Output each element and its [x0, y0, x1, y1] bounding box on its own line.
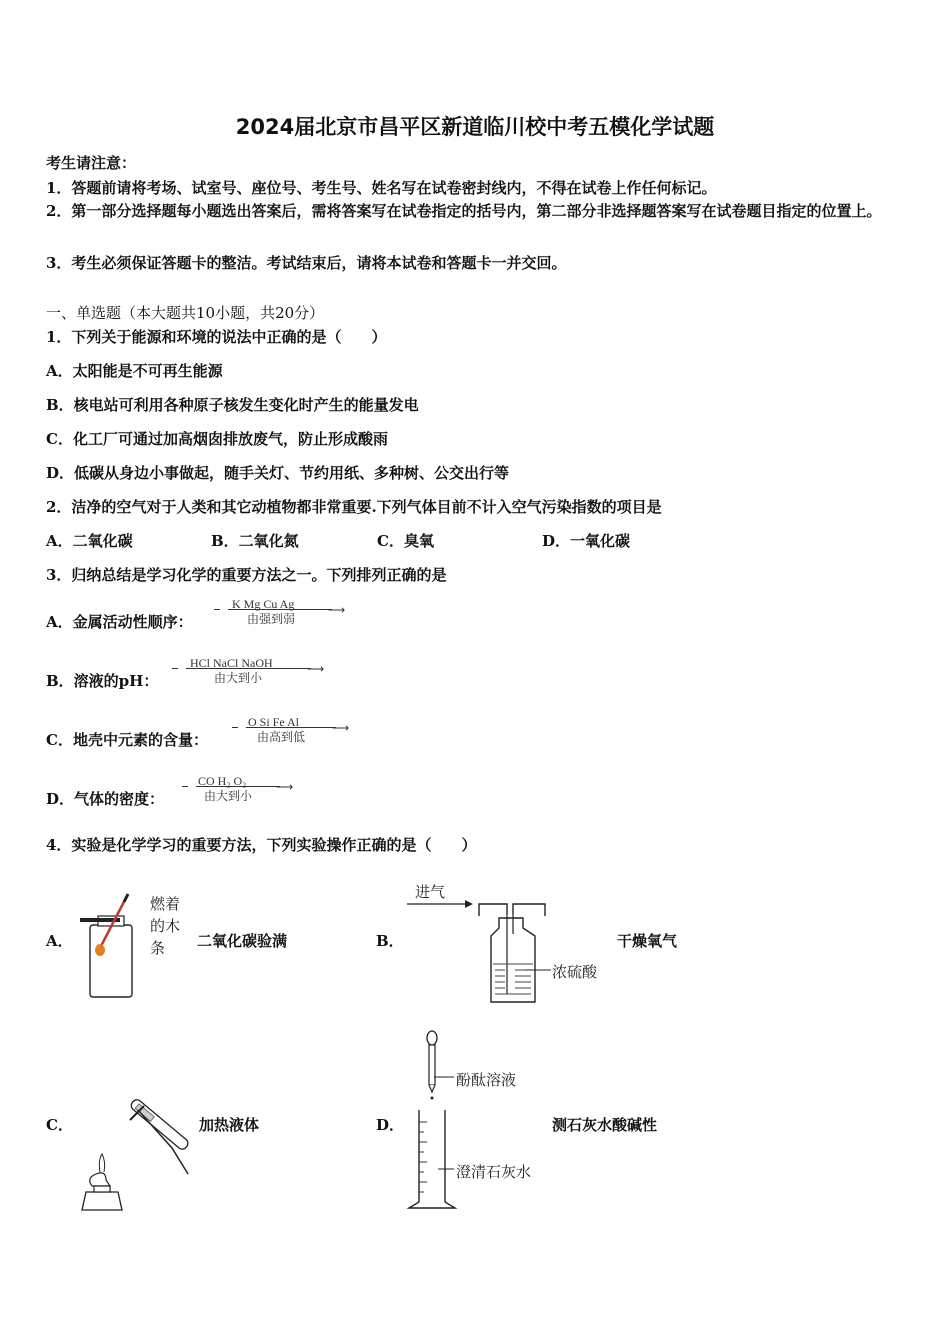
notice-item-2: 2．第一部分选择题每小题选出答案后，需将答案写在试卷指定的括号内，第二部分非选择题答案写在试卷题目指定的位置上。 [46, 202, 882, 220]
q4-option-c-letter: C． [46, 1116, 73, 1134]
q1-option-d: D．低碳从身边小事做起，随手关灯、节约用纸、多种树、公交出行等 [46, 464, 510, 482]
heating-liquid-figure [80, 1100, 195, 1220]
fig-b-label-acid: 浓硫酸 [552, 963, 598, 981]
q4-option-b-letter: B． [376, 932, 404, 950]
q4-option-c-caption: 加热液体 [199, 1116, 260, 1134]
q3-option-b-items: HCl NaCl NaOH [190, 656, 273, 670]
fig-a-label-2: 的木 [150, 917, 181, 935]
q2-option-d: D．一氧化碳 [542, 532, 631, 550]
q4-option-a-caption: 二氧化碳验满 [197, 932, 288, 950]
q3-option-c-order: 由高到低 [257, 730, 306, 744]
q3-option-a-label: A．金属活动性顺序： [46, 613, 193, 631]
arrow-icon: ⟶ [332, 721, 350, 735]
q2-option-b: B．二氧化氮 [211, 532, 299, 550]
gas-washing-bottle-figure [405, 890, 555, 1010]
q3-option-c-items: O Si Fe Al [248, 715, 300, 729]
q1-stem: 1．下列关于能源和环境的说法中正确的是（ ） [46, 328, 387, 346]
q3-option-c-chain [232, 715, 350, 744]
page-title: 2024届北京市昌平区新道临川校中考五模化学试题 [235, 115, 715, 139]
q3-option-b-order: 由大到小 [214, 671, 263, 685]
notice-item-1: 1．答题前请将考场、试室号、座位号、考生号、姓名写在试卷密封线内，不得在试卷上作任何标记。 [46, 179, 717, 197]
q3-option-a-items: K Mg Cu Ag [232, 597, 295, 611]
q3-option-a-order: 由强到弱 [247, 612, 296, 626]
q2-stem: 2．洁净的空气对于人类和其它动植物都非常重要.下列气体目前不计入空气污染指数的项目是 [46, 498, 662, 516]
section-heading: 一、单选题（本大题共10小题，共20分） [46, 304, 325, 322]
q4-option-d-letter: D． [376, 1116, 405, 1134]
q3-option-d-order: 由大到小 [204, 789, 253, 803]
q4-option-d-caption: 测石灰水酸碱性 [552, 1116, 658, 1134]
q3-option-d-chain [182, 774, 294, 803]
co2-collection-figure [76, 890, 156, 1005]
q4-option-b-caption: 干燥氧气 [617, 932, 678, 950]
q3-option-a-chain [214, 597, 346, 626]
q3-option-c-label: C．地壳中元素的含量： [46, 731, 208, 749]
q1-option-a: A．太阳能是不可再生能源 [46, 362, 223, 380]
q3-option-d-items: CO H₂ O₂ [198, 774, 247, 788]
q2-option-a: A．二氧化碳 [46, 532, 133, 550]
q4-stem: 4．实验是化学学习的重要方法，下列实验操作正确的是（ ） [46, 836, 477, 854]
fig-d-leader-lines [434, 1075, 456, 1175]
fig-a-label-1: 燃着 [150, 895, 181, 913]
q3-option-b-label: B．溶液的pH： [46, 672, 159, 690]
fig-d-label-indicator: 酚酞溶液 [456, 1071, 517, 1089]
fig-d-label-limewater: 澄清石灰水 [456, 1163, 532, 1181]
q1-option-c: C．化工厂可通过加高烟囱排放废气，防止形成酸雨 [46, 430, 388, 448]
arrow-icon: ⟶ [307, 662, 325, 676]
q2-option-c: C．臭氧 [377, 532, 434, 550]
q3-option-b-chain [172, 656, 325, 685]
arrow-icon: ⟶ [328, 603, 346, 617]
fig-b-label-inlet: 进气 [415, 883, 446, 901]
arrow-icon: ⟶ [276, 780, 294, 794]
notice-heading: 考生请注意： [46, 154, 137, 172]
q4-option-a-letter: A． [46, 932, 73, 950]
q1-option-b: B．核电站可利用各种原子核发生变化时产生的能量发电 [46, 396, 419, 414]
q3-stem: 3．归纳总结是学习化学的重要方法之一。下列排列正确的是 [46, 566, 447, 584]
fig-a-label-3: 条 [150, 939, 166, 957]
q3-option-d-label: D．气体的密度： [46, 790, 165, 808]
notice-item-3: 3．考生必须保证答题卡的整洁。考试结束后，请将本试卷和答题卡一并交回。 [46, 254, 567, 272]
